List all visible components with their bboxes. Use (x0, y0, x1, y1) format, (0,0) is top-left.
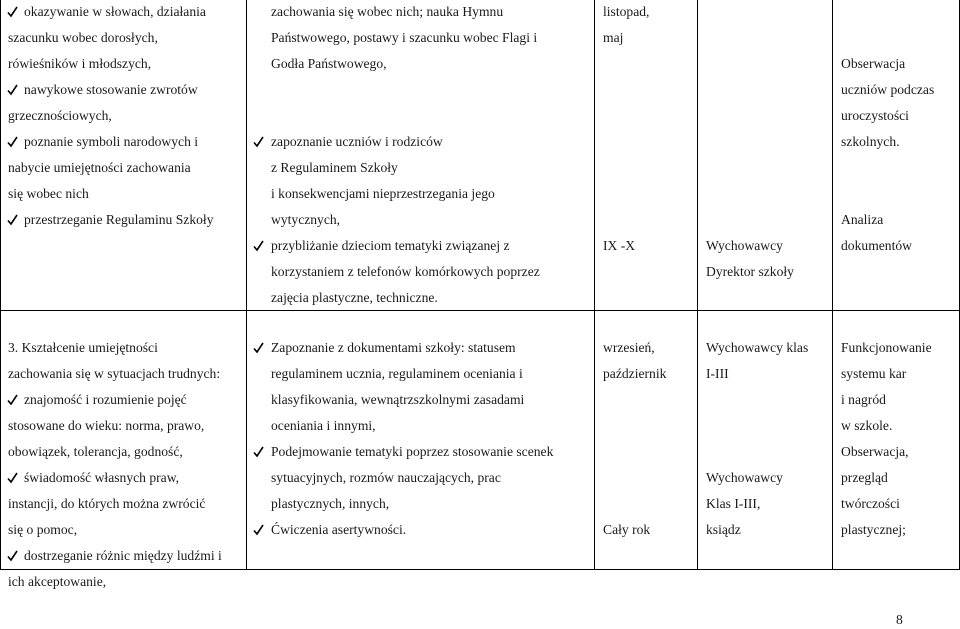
text-line: Wychowawcy (706, 238, 783, 253)
text-line: dokumentów (841, 238, 912, 253)
row1-evaluation-cell (833, 0, 959, 310)
text-line: poznanie symboli narodowych i (24, 134, 199, 149)
text-line: nabycie umiejętności zachowania (8, 160, 191, 175)
text-line: przestrzeganie Regulaminu Szkoły (24, 212, 214, 227)
text-line: w szkole. (841, 418, 893, 433)
text-line: oceniania i innymi, (271, 418, 376, 433)
text-line: listopad, (603, 4, 650, 19)
text-line: Funkcjonowanie (841, 340, 932, 355)
text-line: przegląd (841, 470, 888, 485)
row2-date-cell (595, 311, 697, 569)
checkmark-icon (253, 342, 264, 354)
text-line: maj (603, 30, 624, 45)
text-line: się wobec nich (8, 186, 89, 201)
text-line: uczniów podczas (841, 82, 935, 97)
text-line: wrzesień, (603, 340, 655, 355)
text-line: Dyrektor szkoły (706, 264, 794, 279)
checkmark-icon (7, 136, 18, 148)
text-line: szkolnych. (841, 134, 900, 149)
text-line: i nagród (841, 392, 886, 407)
row2-evaluation-cell (833, 311, 959, 569)
text-line: twórczości (841, 496, 900, 511)
text-line: obowiązek, tolerancja, godność, (8, 444, 183, 459)
text-line: Podejmowanie tematyki poprzez stosowanie scenek (271, 444, 554, 459)
text-line: z Regulaminem Szkoły (271, 160, 398, 175)
checkmark-icon (253, 240, 264, 252)
text-line: klasyfikowania, wewnątrzszkolnymi zasadami (271, 392, 525, 407)
text-line: korzystaniem z telefonów komórkowych poprzez (271, 264, 540, 279)
text-line: wytycznych, (271, 212, 341, 227)
text-line: grzecznościowych, (8, 108, 112, 123)
text-line: sytuacyjnych, rozmów nauczających, prac (271, 470, 501, 485)
checkmark-icon (7, 6, 18, 18)
text-line: plastycznej; (841, 522, 906, 537)
text-line: 3. Kształcenie umiejętności (8, 340, 158, 355)
text-line: ksiądz (706, 522, 741, 537)
row1-date-cell (595, 0, 697, 310)
checkmark-icon (253, 136, 264, 148)
text-line: Godła Państwowego, (271, 56, 387, 71)
text-line: i konsekwencjami nieprzestrzegania jego (271, 186, 495, 201)
text-line: zapoznanie uczniów i rodziców (271, 134, 443, 149)
text-line: Klas I-III, (706, 496, 761, 511)
checkmark-icon (7, 394, 18, 406)
text-line: szacunku wobec dorosłych, (8, 30, 158, 45)
text-line: systemu kar (841, 366, 907, 381)
checkmark-icon (7, 214, 18, 226)
row1-responsible-cell (698, 0, 832, 310)
checkmark-icon (7, 84, 18, 96)
text-line: I-III (706, 366, 729, 381)
checkmark-icon (7, 550, 18, 562)
row1-methods-cell (247, 0, 594, 310)
text-line: przybliżanie dzieciom tematyki związanej z (271, 238, 510, 253)
row2-expected-skills-cell (0, 311, 246, 589)
text-line: stosowane do wieku: norma, prawo, (8, 418, 205, 433)
text-line: Obserwacja, (841, 444, 909, 459)
text-line: uroczystości (841, 108, 909, 123)
table-border-bottom (0, 569, 960, 570)
text-line: Państwowego, postawy i szacunku wobec Flagi i (271, 30, 538, 45)
text-line: zajęcia plastyczne, techniczne. (271, 290, 438, 305)
text-line: zachowania się w sytuacjach trudnych: (8, 366, 221, 381)
text-line: dostrzeganie różnic między ludźmi i (24, 548, 222, 563)
text-line: plastycznych, innych, (271, 496, 390, 511)
text-line: Wychowawcy (706, 470, 783, 485)
checkmark-icon (7, 472, 18, 484)
text-line: instancji, do których można zwrócić (8, 496, 206, 511)
text-line: okazywanie w słowach, działania (24, 4, 206, 19)
row1-expected-skills-cell (0, 0, 246, 310)
text-line: regulaminem ucznia, regulaminem oceniania i (271, 366, 523, 381)
text-line: znajomość i rozumienie pojęć (24, 392, 187, 407)
checkmark-icon (253, 446, 264, 458)
text-line: ich akceptowanie, (8, 574, 107, 589)
text-line: zachowania się wobec nich; nauka Hymnu (271, 4, 504, 19)
text-line: Analiza (841, 212, 884, 227)
text-line: się o pomoc, (8, 522, 78, 537)
page-number: 8 (896, 612, 903, 627)
text-line: Cały rok (603, 522, 651, 537)
text-line: październik (603, 366, 667, 381)
row2-responsible-cell (698, 311, 832, 569)
text-line: IX -X (603, 238, 636, 253)
text-line: rówieśników i młodszych, (8, 56, 152, 71)
text-line: Zapoznanie z dokumentami szkoły: statusem (271, 340, 516, 355)
text-line: Wychowawcy klas (706, 340, 809, 355)
checkmark-icon (253, 524, 264, 536)
text-line: świadomość własnych praw, (24, 470, 180, 485)
text-line: Obserwacja (841, 56, 906, 71)
text-line: Ćwiczenia asertywności. (271, 522, 407, 537)
text-line: nawykowe stosowanie zwrotów (24, 82, 198, 97)
row2-methods-cell (247, 311, 594, 569)
